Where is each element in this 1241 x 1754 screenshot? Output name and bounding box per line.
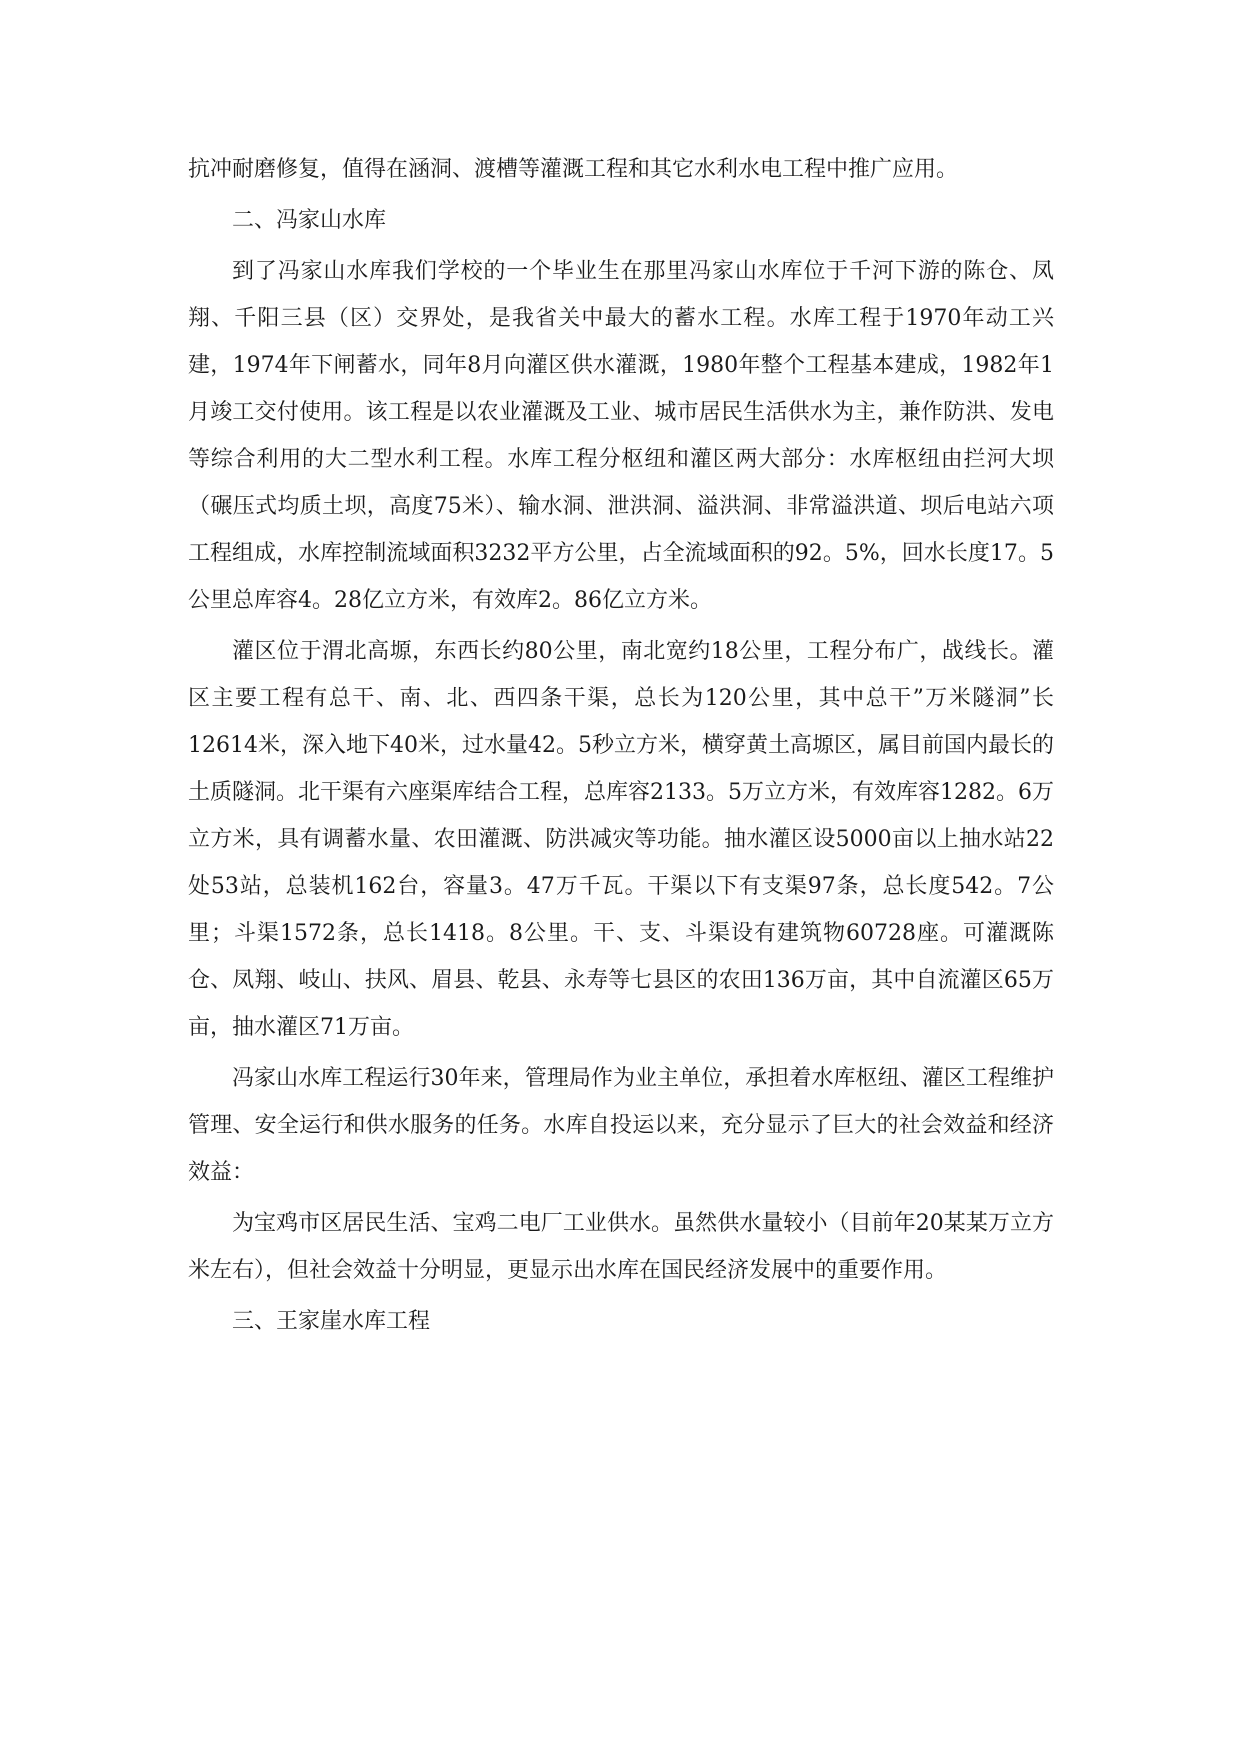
paragraph-fengjiashan-overview: 到了冯家山水库我们学校的一个毕业生在那里冯家山水库位于千河下游的陈仓、凤翔、千阳三县（区）交界处，是我省关中最大的蓄水工程。水库工程于1970年动工兴建，1974年下闸蓄水，同年8月向灌区供水灌溉，1980年整个工程基本建成，1982年1月竣工交付使用。该工程是以农业灌溉及工业、城市居民生活供水为主，兼作防洪、发电等综合利用的大二型水利工程。水库工程分枢纽和灌区两大部分：水库枢纽由拦河大坝（碾压式均质土坝，高度75米）、输水洞、泄洪洞、溢洪洞、非常溢洪道、坝后电站六项工程组成，水库控制流域面积3232平方公里，占全流域面积的92。5%，回水长度17。5公里总库容4。28亿立方米，有效库2。86亿立方米。 [188,259,1054,613]
section-heading-wangjiaya: 三、王家崖水库工程 [232,1309,431,1334]
paragraph-water-supply: 为宝鸡市区居民生活、宝鸡二电厂工业供水。虽然供水量较小（目前年20某某万立方米左右），但社会效益十分明显，更显示出水库在国民经济发展中的重要作用。 [188,1211,1054,1283]
paragraph-operation-benefits: 冯家山水库工程运行30年来，管理局作为业主单位，承担着水库枢纽、灌区工程维护管理、安全运行和供水服务的任务。水库自投运以来，充分显示了巨大的社会效益和经济效益： [188,1066,1054,1185]
paragraph-irrigation-area: 灌区位于渭北高塬，东西长约80公里，南北宽约18公里，工程分布广，战线长。灌区主要工程有总干、南、北、西四条干渠，总长为120公里，其中总干”万米隧洞”长12614米，深入地下40米，过水量42。5秒立方米，横穿黄土高塬区，属目前国内最长的土质隧洞。北干渠有六座渠库结合工程，总库容2133。5万立方米，有效库容1282。6万立方米，具有调蓄水量、农田灌溉、防洪减灾等功能。抽水灌区设5000亩以上抽水站22处53站，总装机162台，容量3。47万千瓦。干渠以下有支渠97条，总长度542。7公里；斗渠1572条，总长1418。8公里。干、支、斗渠设有建筑物60728座。可灌溉陈仓、凤翔、岐山、扶风、眉县、乾县、永寿等七县区的农田136万亩，其中自流灌区65万亩，抽水灌区71万亩。 [188,639,1054,1040]
document-page [188,146,1054,1349]
paragraph-continuation: 抗冲耐磨修复，值得在涵洞、渡槽等灌溉工程和其它水利水电工程中推广应用。 [188,157,959,182]
section-heading-fengjiashan: 二、冯家山水库 [232,208,387,233]
